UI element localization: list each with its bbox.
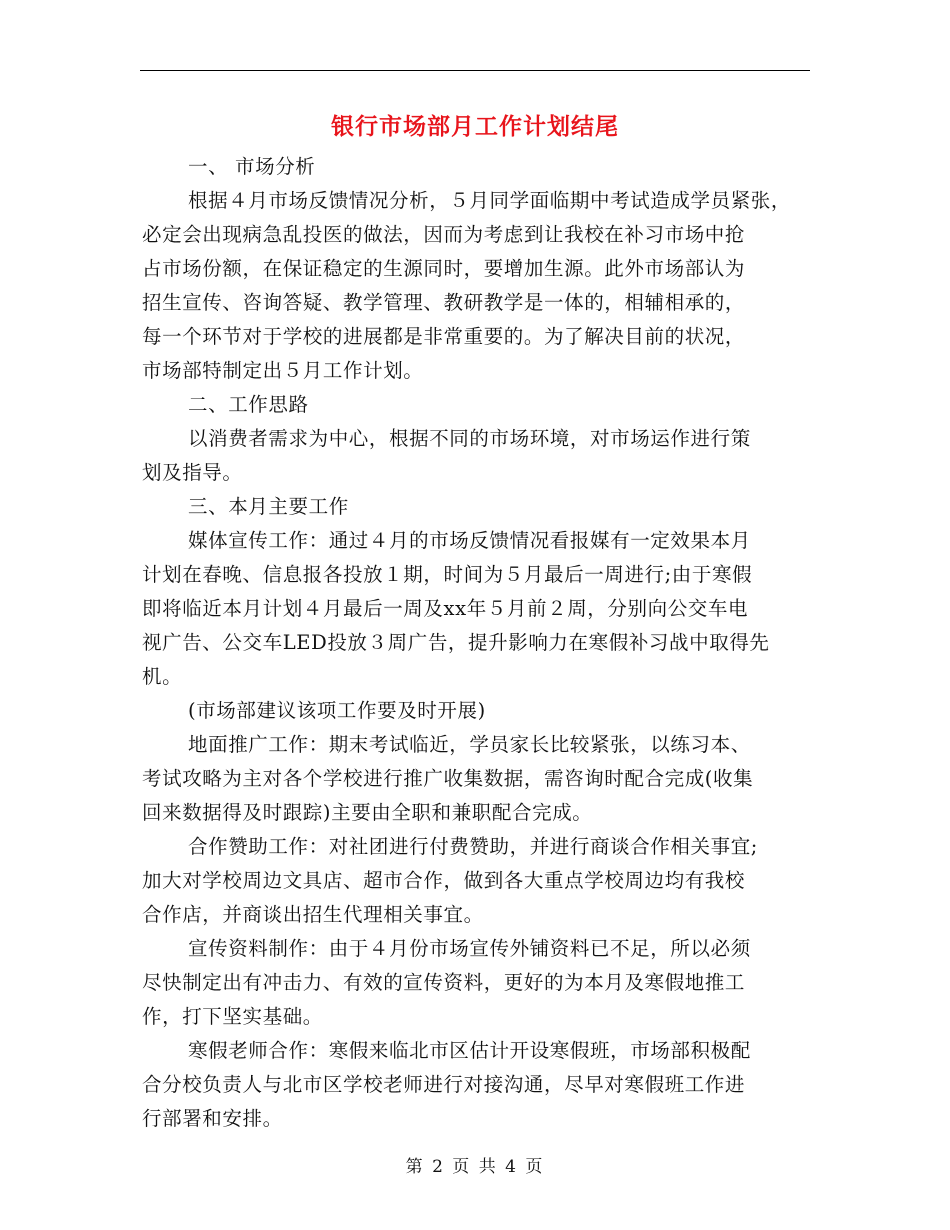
paragraph-line: 合作赞助工作：对社团进行付费赞助，并进行商谈合作相关事宜;	[188, 835, 758, 858]
paragraph-line: 考试攻略为主对各个学校进行推广收集数据，需咨询时配合完成(收集	[142, 767, 754, 790]
paragraph-line: 以消费者需求为中心，根据不同的市场环境，对市场运作进行策	[188, 427, 751, 450]
paragraph-line: 计划在春晚、信息报各投放１期，时间为５月最后一周进行;由于寒假	[142, 563, 753, 586]
paragraph-line: 占市场份额，在保证稳定的生源同时，要增加生源。此外市场部认为	[142, 257, 746, 280]
paragraph-line: 加大对学校周边文具店、超市合作，做到各大重点学校周边均有我校	[142, 869, 746, 892]
paragraph-line: 必定会出现病急乱投医的做法，因而为考虑到让我校在补习市场中抢	[142, 223, 746, 246]
paragraph-line: 地面推广工作：期末考试临近，学员家长比较紧张，以练习本、	[188, 733, 751, 756]
document-title: 银行市场部月工作计划结尾	[331, 113, 619, 140]
paragraph-line: 合分校负责人与北市区学校老师进行对接沟通，尽早对寒假班工作进	[142, 1073, 746, 1096]
paragraph-line: 招生宣传、咨询答疑、教学管理、教研教学是一体的，相辅相承的，	[142, 291, 746, 314]
section-heading-work-ideas: 二、工作思路	[188, 393, 309, 416]
paragraph-line: 作，打下坚实基础。	[142, 1005, 323, 1028]
paragraph-line: 根据４月市场反馈情况分析，５月同学面临期中考试造成学员紧张，	[188, 189, 792, 212]
paragraph-line: (市场部建议该项工作要及时开展)	[188, 699, 486, 722]
paragraph-line: 即将临近本月计划４月最后一周及xx年５月前２周，分别向公交车电	[142, 597, 749, 620]
paragraph-line: 行部署和安排。	[142, 1107, 283, 1130]
page-number-footer: 第 2 页 共 4 页	[405, 1157, 545, 1177]
section-heading-main-work: 三、本月主要工作	[188, 495, 349, 518]
paragraph-line: 机。	[142, 665, 183, 688]
paragraph-line: 寒假老师合作：寒假来临北市区估计开设寒假班，市场部积极配	[188, 1039, 751, 1062]
paragraph-line: 回来数据得及时跟踪)主要由全职和兼职配合完成。	[142, 801, 593, 824]
section-heading-market-analysis: 一、 市场分析	[188, 155, 316, 178]
paragraph-line: 尽快制定出有冲击力、有效的宣传资料，更好的为本月及寒假地推工	[142, 971, 746, 994]
paragraph-line: 划及指导。	[142, 461, 243, 484]
header-rule	[140, 70, 810, 71]
paragraph-line: 宣传资料制作：由于４月份市场宣传外铺资料已不足，所以必须	[188, 937, 751, 960]
paragraph-line: 合作店，并商谈出招生代理相关事宜。	[142, 903, 484, 926]
paragraph-line: 每一个环节对于学校的进展都是非常重要的。为了解决目前的状况，	[142, 325, 746, 348]
paragraph-line: 媒体宣传工作：通过４月的市场反馈情况看报媒有一定效果本月	[188, 529, 751, 552]
paragraph-line: 市场部特制定出５月工作计划。	[142, 359, 424, 382]
paragraph-line: 视广告、公交车LED投放３周广告，提升影响力在寒假补习战中取得先	[142, 631, 770, 654]
